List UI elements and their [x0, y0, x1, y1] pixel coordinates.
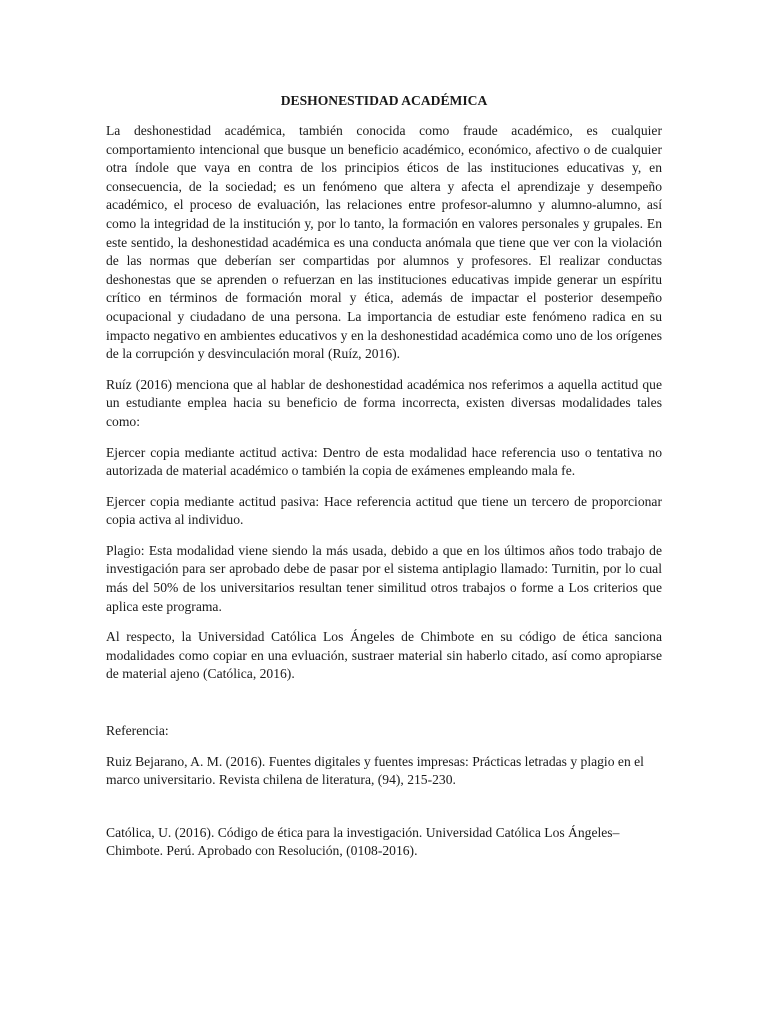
paragraph-university-code: Al respecto, la Universidad Católica Los Ángeles de Chimbote en su código de ética sanciona modalidades como copiar en una evluación, sustraer material sin haberlo citado, así como apropiarse de material ajeno (Católica, 2016).: [106, 629, 662, 682]
reference-item: Católica, U. (2016). Código de ética para la investigación. Universidad Católica Los Ángeles–Chimbote. Perú. Aprobado con Resolución, (0108-2016).: [106, 824, 620, 859]
document-page: [106, 92, 662, 861]
document-title: DESHONESTIDAD ACADÉMICA: [280, 93, 488, 108]
references-heading: Referencia:: [106, 723, 169, 739]
paragraph-modalities-intro: Ruíz (2016) menciona que al hablar de deshonestidad académica nos referimos a aquella actitud que un estudiante emplea hacia su beneficio de forma incorrecta, existen diversas modalidades tales como:: [106, 376, 662, 429]
paragraph-passive-copy: Ejercer copia mediante actitud pasiva: Hace referencia actitud que tiene un tercero de proporcionar copia activa al individuo.: [106, 493, 662, 528]
paragraph-plagiarism: Plagio: Esta modalidad viene siendo la más usada, debido a que en los últimos años todo trabajo de investigación para ser aprobado debe de pasar por el sistema antiplagio llamado: Turnitin, por lo cual más del 50% de los universitarios resultan tener similitud otros trabajos o forme a Los criterios que aplica este programa.: [106, 542, 662, 614]
paragraph-definition: La deshonestidad académica, también conocida como fraude académico, es cualquier comportamiento intencional que busque un beneficio académico, económico, afectivo o de cualquier otra índole que vaya en contra de los principios éticos de las instituciones educativas y, en consecuencia, de la sociedad; es un fenómeno que altera y afecta el aprendizaje y desempeño académico, el proceso de evaluación, las relaciones entre profesor-alumno y alumno-alumno, así como la integridad de la institución y, por lo tanto, la formación en valores personales y grupales. En este sentido, la deshonestidad académica es una conducta anómala que tiene que ver con la violación de las normas que deberían ser compartidas por alumnos y profesores. El realizar conductas deshonestas que se aprenden o refuerzan en las instituciones educativas impide generar un espíritu crítico en términos de formación moral y ética, además de impactar el posterior desempeño ocupacional y ciudadano de una persona. La importancia de estudiar este fenómeno radica en su impacto negativo en ambientes educativos y en la deshonestidad académica como uno de los orígenes de la corrupción y desvinculación moral (Ruíz, 2016).: [106, 123, 662, 362]
reference-item: Ruiz Bejarano, A. M. (2016). Fuentes digitales y fuentes impresas: Prácticas letradas y plagio en el marco universitario. Revista chilena de literatura, (94), 215-230.: [106, 753, 644, 788]
paragraph-active-copy: Ejercer copia mediante actitud activa: Dentro de esta modalidad hace referencia uso o tentativa no autorizada de material académico o también la copia de exámenes empleando mala fe.: [106, 444, 662, 479]
